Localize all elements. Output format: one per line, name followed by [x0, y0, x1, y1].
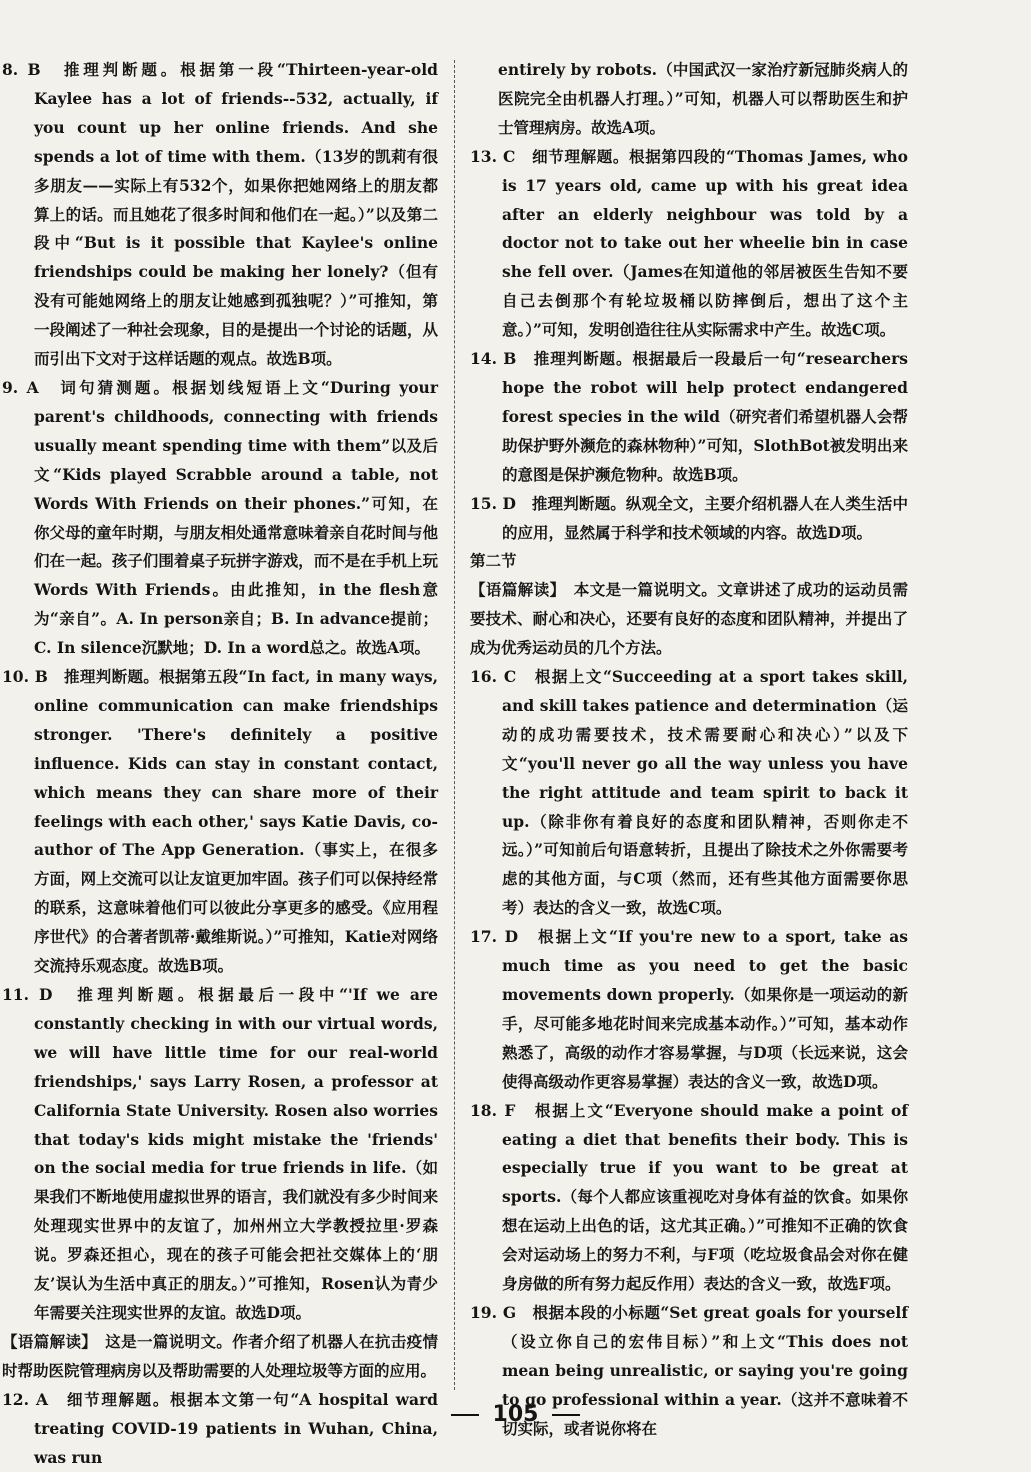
left-column [2, 56, 438, 1472]
answer-12: 12. A 细节理解题。根据本文第一句“A hospital ward treating COVID-19 patients in Wuhan, China, was run [2, 1389, 438, 1467]
answer-8: 8. B 推理判断题。根据第一段“Thirteen-year-old Kaylee has a lot of friends--532, actually, if you count up her online friends. And she spends a lot of time with them.（13岁的凯莉有很多朋友——实际上有532个，如果你把她网络上的朋友都算上的话。而且她花了很多时间和他们在一起。）”以及第二段中“But is it possible that Kaylee's online friendships could be making her lonely?（但有没有可能她网络上的朋友让她感到孤独呢？）”可推知，第一段阐述了一种社会现象，目的是提出一个讨论的话题，从而引出下文对于这样话题的观点。故选B项。 [2, 60, 438, 369]
right-column [470, 56, 908, 1444]
answer-14: 14. B 推理判断题。根据最后一段最后一句“researchers hope the robot will help protect endangered forest species in the wild（研究者们希望机器人会帮助保护野外濒危的森林物种）”可知，SlothBot被发明出来的意图是保护濒危物种。故选B项。 [470, 349, 908, 484]
answer-16: 16. C 根据上文“Succeeding at a sport takes skill, and skill takes patience and determination（运动的成功需要技术，技术需要耐心和决心）”以及下文“you'll never go all the way unless you have the right attitude and team spirit to back it up.（除非你有着良好的态度和团队精神，否则你走不远。）”可知前后句语意转折，且提出了除技术之外你需要考虑的其他方面，与C项（然而，还有些其他方面需要你思考）表达的含义一致，故选C项。 [470, 667, 908, 918]
answer-13: 13. C 细节理解题。根据第四段的“Thomas James, who is 17 years old, came up with his great idea after an elderly neighbour was told by a doctor not to take out her wheelie bin in case she fell over.（James在知道他的邻居被医生告知不要自己去倒那个有轮垃圾桶以防摔倒后，想出了这个主意。）”可知，发明创造往往从实际需求中产生。故选C项。 [470, 146, 908, 340]
answer-15: 15. D 推理判断题。纵观全文，主要介绍机器人在人类生活中的应用，显然属于科学和技术领域的内容。故选D项。 [470, 493, 908, 542]
column-divider [454, 60, 455, 1390]
footer-dash-left [451, 1414, 479, 1416]
answer-18: 18. F 根据上文“Everyone should make a point of eating a diet that benefits their body. This is especially true if you want to be great at sports.（每个人都应该重视吃对身体有益的饮食。如果你想在运动上出色的话，这尤其正确。）”可推知不正确的饮食会对运动场上的努力不利，与F项（吃垃圾食品会对你在健身房做的所有努力起反作用）表达的含义一致，故选F项。 [470, 1100, 908, 1294]
answer-17: 17. D 根据上文“If you're new to a sport, take as much time as you need to get the basic movements down properly.（如果你是一项运动的新手，尽可能多地花时间来完成基本动作。）”可知，基本动作熟悉了，高级的动作才容易掌握，与D项（长远来说，这会使得高级动作更容易掌握）表达的含义一致，故选D项。 [470, 927, 908, 1091]
passage-analysis-sports: 【语篇解读】 本文是一篇说明文。文章讲述了成功的运动员需要技术、耐心和决心，还要有良好的态度和团队精神，并提出了成为优秀运动员的几个方法。 [470, 580, 908, 658]
answer-11: 11. D 推理判断题。根据最后一段中“'If we are constantly checking in with our virtual words, we will have little time for our real-world friendships,' says Larry Rosen, a professor at California State University. Rosen also worries that today's kids might mistake the 'friends' on the social media for true friends in life.（如果我们不断地使用虚拟世界的语言，我们就没有多少时间来处理现实世界中的友谊了，加州州立大学教授拉里·罗森说。罗森还担心，现在的孩子可能会把社交媒体上的‘朋友’误认为生活中真正的朋友。）”可推知，Rosen认为青少年需要关注现实世界的友谊。故选D项。 [2, 985, 438, 1322]
answer-9: 9. A 词句猜测题。根据划线短语上文“During your parent's childhoods, connecting with friends usually meant spending time with them”以及后文“Kids played Scrabble around a table, not Words With Friends on their phones.”可知，在你父母的童年时期，与朋友相处通常意味着亲自花时间与他们在一起。孩子们围着桌子玩拼字游戏，而不是在手机上玩Words With Friends。由此推知，in the flesh意为“亲自”。A. In person亲自；B. In advance提前；C. In silence沉默地；D. In a word总之。故选A项。 [2, 377, 438, 658]
answer-12-continued: entirely by robots.（中国武汉一家治疗新冠肺炎病人的医院完全由机器人打理。）”可知，机器人可以帮助医生和护士管理病房。故选A项。 [498, 60, 908, 137]
answer-10: 10. B 推理判断题。根据第五段“In fact, in many ways, online communication can make friendships stronger. 'There's definitely a positive influence. Kids can stay in constant contact, which means they can share more of their feelings with each other,' says Katie Davis, co-author of The App Generation.（事实上，在很多方面，网上交流可以让友谊更加牢固。孩子们可以保持经常的联系，这意味着他们可以彼此分享更多的感受。《应用程序世代》的合著者凯蒂·戴维斯说。）”可推知，Katie对网络交流持乐观态度。故选B项。 [2, 667, 438, 976]
passage-analysis-robots: 【语篇解读】 这是一篇说明文。作者介绍了机器人在抗击疫情时帮助医院管理病房以及帮助需要的人处理垃圾等方面的应用。 [2, 1331, 438, 1380]
page-number: 105 [492, 1402, 539, 1427]
answer-19: 19. G 根据本段的小标题“Set great goals for yourself（设立你自己的宏伟目标）”和上文“This does not mean being unrealistic, or saying you're going to go professional within a year.（这并不意味着不切实际，或者说你将在 [470, 1302, 908, 1438]
section-heading: 第二节 [470, 551, 517, 571]
page-footer [0, 1402, 1031, 1427]
footer-dash-right [552, 1414, 580, 1416]
